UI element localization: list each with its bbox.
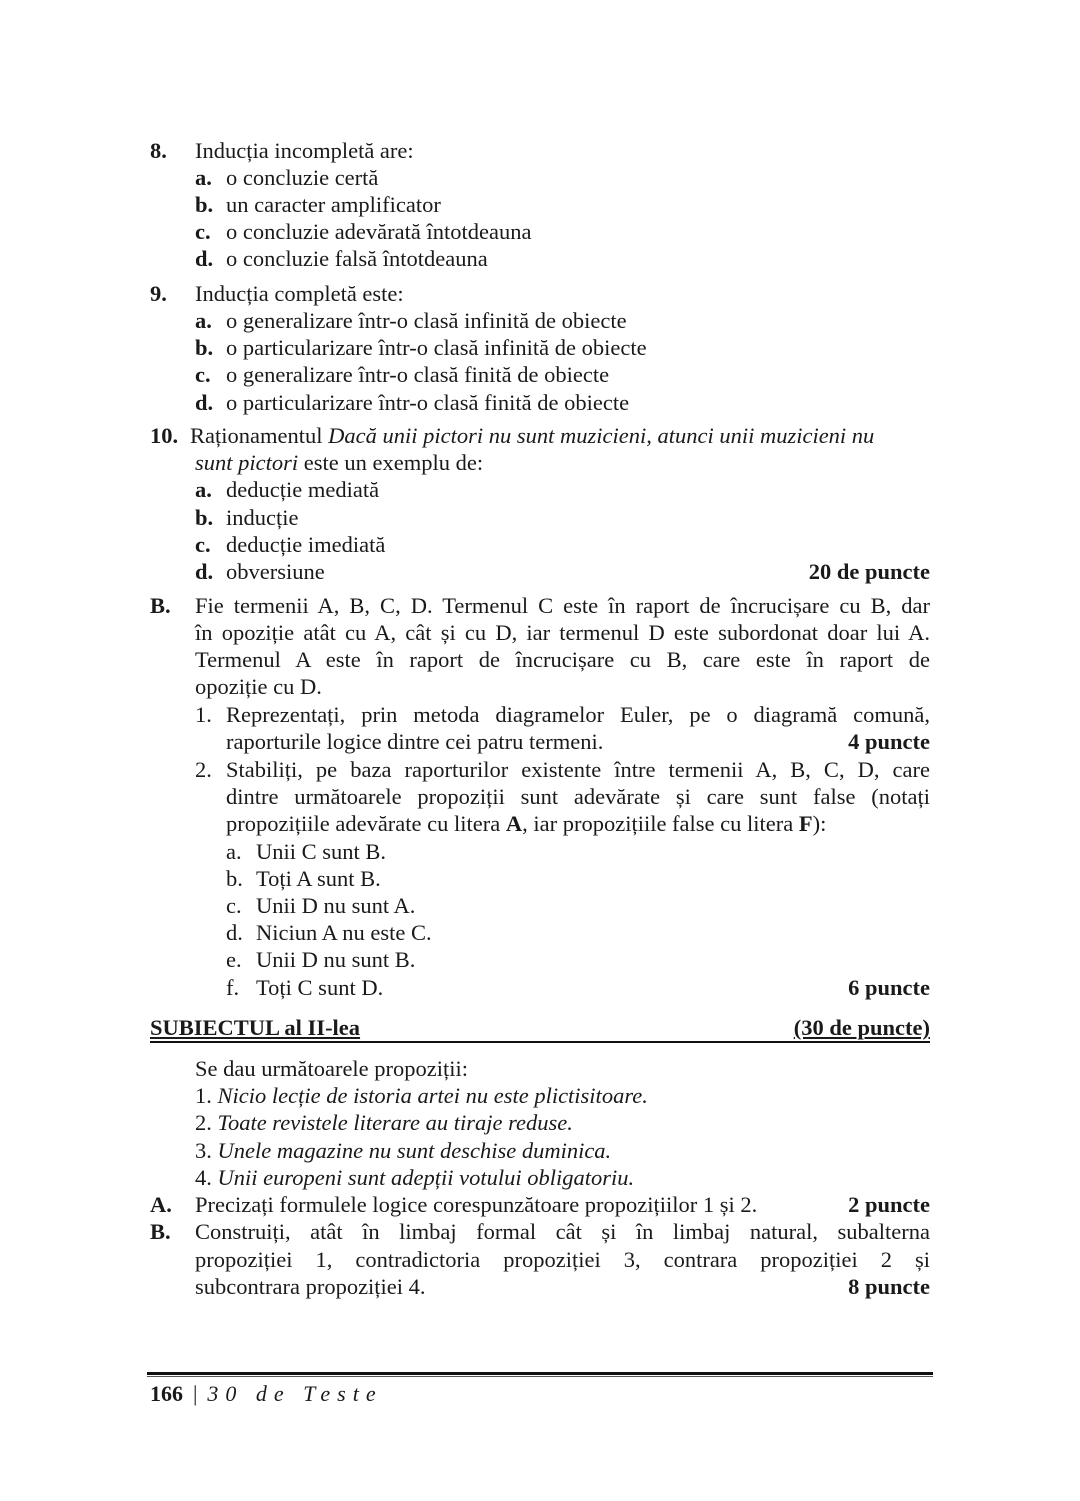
footer-rule-thin <box>147 1376 933 1377</box>
part-b-intro-line: Fie termenii A, B, C, D. Termenul C este în raport de încrucișare cu B, dar <box>195 593 930 618</box>
question-number: 10. <box>150 423 179 448</box>
part-b-intro-line: în opoziție atât cu A, cât și cu D, iar termenul D este subordonat doar lui A. <box>195 620 930 645</box>
section-header <box>150 1014 930 1043</box>
subject-intro: Se dau următoarele propoziții: <box>195 1056 469 1081</box>
proposition: 1. Nicio lecție de istoria artei nu este plictisitoare. <box>195 1083 648 1108</box>
page-number: 166 <box>150 1381 183 1406</box>
task-text: raporturile logice dintre cei patru termeni. <box>226 729 604 754</box>
task-text: Stabiliți, pe baza raporturilor existente între termenii A, B, C, D, care <box>226 757 930 782</box>
document-page: 8. Inducția incompletă are: a. o concluzie certă b. un caracter amplificator c. o concluzie adevărată întotdeauna d. o concluzie falsă întotdeauna 9. Inducția completă este: a. o generalizare într-o clasă infinită de obiecte b. o particularizare într-o clasă infinită de obiecte c. o generalizare într-o clasă finită de obiecte d. o particularizare într-o clasă finită de obiecte 10. Raționamentul Dacă unii pictori nu sunt muzicieni, atunci unii muzicieni nu sunt pictori este un exemplu de: a. deducție mediată b. inducție c. deducție imediată d. obversiune 20 de puncte B. Fie termenii A, B, C, D. Termenul C este în raport de încrucișare cu B, dar în opoziție atât cu A, cât și cu D, iar termenul D este subordonat doar lui A. Termenul A este în raport de încrucișare cu B, care este în raport de opoziție cu D. 1. Reprezentați, prin metoda diagramelor Euler, pe o diagramă comună, raporturile logice dintre cei patru termeni. 4 puncte 2. Stabiliți, pe baza raporturilor existente între termenii A, B, C, D, care dintre următoarele propoziții sunt adevărate și care sunt false (notați propozițiile adevărate cu litera A, iar propozițiile false cu litera F): a. Unii C sunt B. b. Toți A sunt B. c. Unii D nu sunt A. d. Niciun A nu este C. e. Unii D nu sunt B. f. Toți C sunt D. 6 puncte SUBIECTUL al II-lea (30 de puncte) Se dau următoarele propoziții: 1. Nicio lecție de istoria artei nu este plictisitoare. 2. Toate revistele literare au tiraje reduse. 3. Unele magazine nu sunt deschise duminica. 4. Unii europeni sunt adepții votului obligatoriu. A. Precizați formulele logice corespunzătoare propozițiilor 1 și 2. 2 puncte B. Construiți, atât în limbaj formal cât și în limbaj natural, subalterna propoziției 1, contradictoria propoziției 3, contrara propoziției 2 și subcontrara propoziției 4. 8 puncte 166 | 30 de Teste <box>0 0 1080 1501</box>
question-number: 9. <box>150 281 167 306</box>
section-title: SUBIECTUL al II-lea <box>150 1015 361 1040</box>
part-letter: B. <box>150 593 171 618</box>
points-label: 6 puncte <box>848 975 930 1000</box>
points-label: 2 puncte <box>848 1192 930 1217</box>
task-b-letter: B. <box>150 1219 171 1244</box>
footer-rule <box>147 1372 933 1375</box>
proposition: 4. Unii europeni sunt adepții votului obligatoriu. <box>195 1165 635 1190</box>
part-b-intro-line: opoziție cu D. <box>195 674 322 699</box>
points-label: 20 de puncte <box>808 559 930 584</box>
proposition: 2. Toate revistele literare au tiraje reduse. <box>195 1110 573 1135</box>
part-b-intro-line: Termenul A este în raport de încrucișare cu B, care este în raport de <box>195 647 930 672</box>
footer-separator: | <box>193 1381 198 1406</box>
section-points: (30 de puncte) <box>793 1015 930 1040</box>
question-number: 8. <box>150 138 167 163</box>
task-text: propozițiile adevărate cu litera A, iar propozițiile false cu litera F): <box>226 811 827 836</box>
points-label: 8 puncte <box>848 1274 930 1299</box>
question-stem: Inducția incompletă are: <box>195 138 414 163</box>
book-title: 30 de Teste <box>207 1381 383 1406</box>
task-b-line: Construiți, atât în limbaj formal cât și în limbaj natural, subalterna <box>195 1219 930 1244</box>
task-number: 2. <box>195 757 212 782</box>
task-text: Reprezentați, prin metoda diagramelor Euler, pe o diagramă comună, <box>226 702 930 727</box>
task-b-line: propoziției 1, contradictoria propoziției 3, contrara propoziției 2 și <box>195 1247 930 1272</box>
task-number: 1. <box>195 702 212 727</box>
question-stem-cont: sunt pictori este un exemplu de: <box>195 450 484 475</box>
points-label: 4 puncte <box>848 729 930 754</box>
proposition: 3. Unele magazine nu sunt deschise duminica. <box>195 1138 612 1163</box>
question-stem: Inducția completă este: <box>195 281 404 306</box>
task-b-line: subcontrara propoziției 4. <box>195 1274 426 1299</box>
question-stem: Raționamentul Dacă unii pictori nu sunt muzicieni, atunci unii muzicieni nu <box>190 423 875 448</box>
page-footer <box>150 1381 383 1407</box>
task-text: dintre următoarele propoziții sunt adevărate și care sunt false (notați <box>226 784 930 809</box>
